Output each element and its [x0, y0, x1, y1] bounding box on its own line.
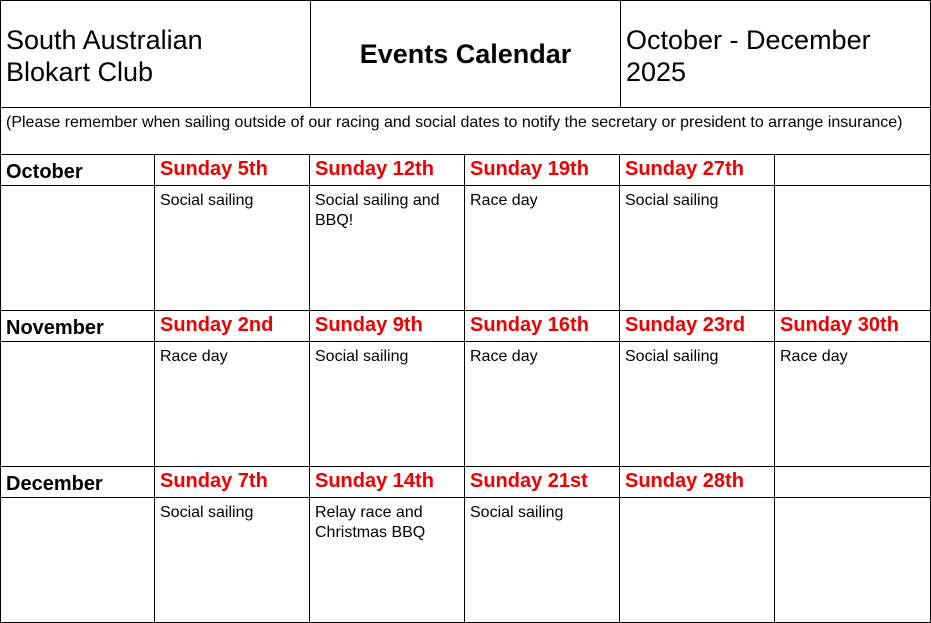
event-cell: [775, 342, 931, 467]
month-block-december: [0, 467, 931, 623]
event-cell: [155, 186, 310, 311]
date-cell: [310, 155, 465, 186]
event-date: Sunday 2nd: [160, 314, 274, 336]
club-name-line1: South Australian: [6, 25, 203, 55]
club-name-cell: [0, 0, 311, 108]
month-header-cell: [0, 155, 155, 186]
date-cell: [775, 311, 931, 342]
event-description: Race day: [470, 348, 538, 365]
date-cell: [620, 311, 775, 342]
event-description: Race day: [470, 192, 538, 209]
event-cell: [620, 342, 775, 467]
event-cell: [620, 498, 775, 623]
event-description: Relay race and Christmas BBQ: [315, 504, 426, 541]
date-cell: [775, 467, 931, 498]
event-cell: [310, 498, 465, 623]
month-header-cell: [0, 467, 155, 498]
event-date: Sunday 12th: [315, 158, 434, 180]
date-cell: [465, 311, 620, 342]
event-date: Sunday 7th: [160, 470, 268, 492]
event-description: Social sailing: [625, 192, 719, 209]
event-date: Sunday 5th: [160, 158, 268, 180]
month-block-november: [0, 311, 931, 467]
event-description: Social sailing and BBQ!: [315, 192, 440, 229]
event-cell: [775, 498, 931, 623]
event-cell: [775, 186, 931, 311]
event-cell: [155, 342, 310, 467]
event-cell: [465, 342, 620, 467]
event-description: Social sailing: [470, 504, 564, 521]
event-cell: [310, 342, 465, 467]
month-block-october: [0, 155, 931, 311]
month-name: October: [6, 161, 83, 183]
event-description: Race day: [160, 348, 228, 365]
event-description: Social sailing: [625, 348, 719, 365]
event-date: Sunday 28th: [625, 470, 744, 492]
event-description: Social sailing: [315, 348, 409, 365]
month-name: December: [6, 473, 103, 495]
insurance-note: (Please remember when sailing outside of our racing and social dates to notify the secretary or president to arrange insurance): [6, 114, 903, 131]
date-cell: [155, 467, 310, 498]
date-cell: [155, 155, 310, 186]
event-date: Sunday 23rd: [625, 314, 746, 336]
insurance-note-cell: [0, 108, 931, 155]
date-range: [626, 24, 871, 88]
event-date: Sunday 16th: [470, 314, 589, 336]
event-cell: [310, 186, 465, 311]
event-description: Social sailing: [160, 192, 254, 209]
calendar-grid: [0, 155, 931, 623]
date-cell: [465, 155, 620, 186]
month-body-cell: [0, 498, 155, 623]
month-name: November: [6, 317, 104, 339]
date-cell: [620, 467, 775, 498]
event-date: Sunday 19th: [470, 158, 589, 180]
club-name-line2: Blokart Club: [6, 57, 154, 87]
event-cell: [620, 186, 775, 311]
date-range-cell: [621, 0, 931, 108]
event-date: Sunday 30th: [780, 314, 899, 336]
page-title: Events Calendar: [359, 38, 572, 69]
date-cell: [465, 467, 620, 498]
date-cell: [155, 311, 310, 342]
month-body-cell: [0, 342, 155, 467]
event-cell: [465, 498, 620, 623]
event-date: Sunday 9th: [315, 314, 423, 336]
event-cell: [155, 498, 310, 623]
date-range-line1: October - December: [626, 25, 871, 55]
event-date: Sunday 21st: [470, 470, 588, 492]
title-cell: [311, 0, 621, 108]
date-cell: [310, 467, 465, 498]
event-description: Social sailing: [160, 504, 254, 521]
date-cell: [620, 155, 775, 186]
event-cell: [465, 186, 620, 311]
date-range-line2: 2025: [626, 57, 687, 87]
month-header-cell: [0, 311, 155, 342]
event-description: Race day: [780, 348, 848, 365]
event-date: Sunday 14th: [315, 470, 434, 492]
date-cell: [310, 311, 465, 342]
event-date: Sunday 27th: [625, 158, 744, 180]
club-name: [6, 24, 203, 88]
month-body-cell: [0, 186, 155, 311]
date-cell: [775, 155, 931, 186]
